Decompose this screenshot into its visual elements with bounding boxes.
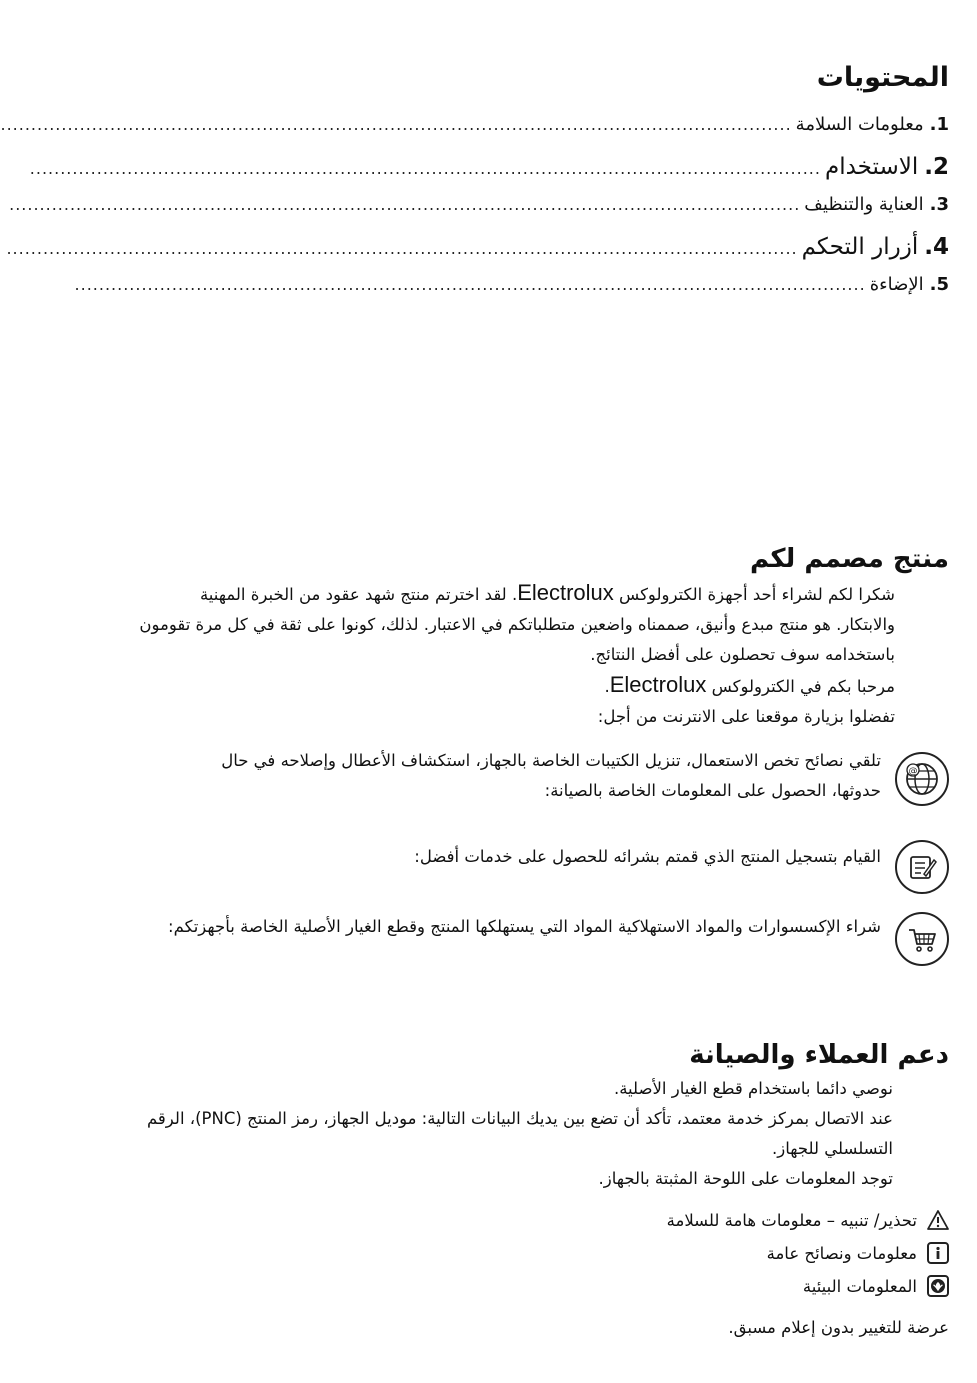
support-section-title: دعم العملاء والصيانة bbox=[689, 1040, 949, 1070]
footer-note: عرضة للتغيير بدون إعلام مسبق. bbox=[728, 1318, 949, 1337]
intro-line: والابتكار. هو منتج مبدع وأنيق، صممناه واضعين متطلباتكم في الاعتبار. لذلك، كونوا على ثقة في كل مرة تقومون bbox=[139, 615, 895, 634]
feature-text: القيام بتسجيل المنتج الذي قمتم بشرائه للحصول على خدمات أفضل: bbox=[414, 847, 881, 866]
toc-leader-dots: .................................................................................................................................. bbox=[74, 275, 866, 294]
feature-text: شراء الإكسسوارات والمواد الاستهلاكية المواد التي يستهلكها المنتج وقطع الغيار الأصلية الخاصة بأجهزتكم: bbox=[168, 917, 881, 936]
toc-item-number: 3. bbox=[929, 194, 949, 215]
toc-item-safety[interactable] bbox=[0, 114, 949, 154]
product-section-title: منتج مصمم لكم bbox=[750, 544, 949, 574]
intro-line bbox=[55, 578, 895, 610]
toc-item-care[interactable] bbox=[9, 194, 949, 234]
support-line: التسلسلي للجهاز. bbox=[772, 1139, 893, 1158]
feature-line: تلقي نصائح تخص الاستعمال، تنزيل الكتيبات الخاصة بالجهاز، استكشاف الأعطال وإصلاحه في حال bbox=[221, 751, 881, 770]
welcome-line bbox=[55, 670, 895, 702]
toc-item-controls[interactable] bbox=[6, 234, 949, 274]
toc-item-number: 4. bbox=[924, 234, 949, 260]
environment-icon bbox=[927, 1275, 949, 1297]
legend-info bbox=[767, 1237, 949, 1269]
globe-icon bbox=[895, 752, 949, 806]
brand-name: Electrolux bbox=[517, 580, 614, 605]
toc-item-number: 5. bbox=[929, 274, 949, 295]
toc-item-label: العناية والتنظيف bbox=[804, 194, 924, 215]
toc-item-label: الإضاءة bbox=[869, 274, 924, 295]
intro-text: شكرا لكم لشراء أحد أجهزة الكترولوكس bbox=[619, 585, 895, 604]
toc-item-number: 1. bbox=[929, 114, 949, 135]
table-of-contents bbox=[0, 114, 949, 314]
info-icon bbox=[927, 1242, 949, 1264]
toc-leader-dots: .................................................................................................................................. bbox=[9, 195, 801, 214]
visit-line: تفضلوا بزيارة موقعنا على الانترنت من أجل: bbox=[597, 707, 895, 726]
toc-leader-dots: .................................................................................................................................. bbox=[6, 239, 798, 258]
toc-title: المحتويات bbox=[816, 62, 949, 93]
legend-environment bbox=[803, 1270, 949, 1302]
toc-leader-dots: .................................................................................................................................. bbox=[29, 159, 821, 178]
toc-leader-dots: .................................................................................................................................. bbox=[0, 115, 792, 134]
legend-text: معلومات ونصائح عامة bbox=[766, 1243, 917, 1263]
welcome-punct: . bbox=[604, 677, 610, 696]
support-paragraph bbox=[55, 1074, 893, 1194]
toc-item-label: الاستخدام bbox=[824, 154, 919, 180]
intro-text: . لقد اخترتم منتج شهد عقود من الخبرة المهنية bbox=[199, 585, 518, 604]
register-icon bbox=[895, 840, 949, 894]
support-line: عند الاتصال بمركز خدمة معتمد، تأكد أن تضع بين يديك البيانات التالية: موديل الجهاز، رمز المنتج (PNC)، الرقم bbox=[146, 1109, 893, 1128]
warning-icon bbox=[927, 1209, 949, 1231]
toc-item-label: معلومات السلامة bbox=[795, 114, 924, 135]
svg-text:@: @ bbox=[908, 766, 918, 777]
toc-item-lighting[interactable] bbox=[74, 274, 949, 314]
feature-register-product bbox=[55, 840, 949, 894]
support-line: توجد المعلومات على اللوحة المثبتة بالجهاز. bbox=[598, 1169, 893, 1188]
welcome-text: مرحبا بكم في الكترولوكس bbox=[711, 677, 895, 696]
legend-warning bbox=[667, 1204, 949, 1236]
toc-item-number: 2. bbox=[924, 154, 949, 180]
feature-support-tips bbox=[55, 752, 949, 806]
legend-text: تحذير/ تنبيه – معلومات هامة للسلامة bbox=[666, 1210, 917, 1230]
feature-line: حدوثها، الحصول على المعلومات الخاصة بالصيانة: bbox=[544, 781, 881, 800]
feature-buy-accessories bbox=[55, 912, 949, 966]
product-intro-paragraph bbox=[55, 578, 895, 732]
brand-name: Electrolux bbox=[609, 672, 707, 697]
cart-icon bbox=[895, 912, 949, 966]
toc-item-label: أزرار التحكم bbox=[801, 234, 919, 260]
support-line: نوصي دائما باستخدام قطع الغيار الأصلية. bbox=[613, 1079, 893, 1098]
feature-text bbox=[221, 744, 881, 806]
legend-text: المعلومات البيئية bbox=[802, 1276, 917, 1296]
intro-line: باستخدامه سوف تحصلون على أفضل النتائج. bbox=[590, 645, 895, 664]
toc-item-use[interactable] bbox=[29, 154, 949, 194]
